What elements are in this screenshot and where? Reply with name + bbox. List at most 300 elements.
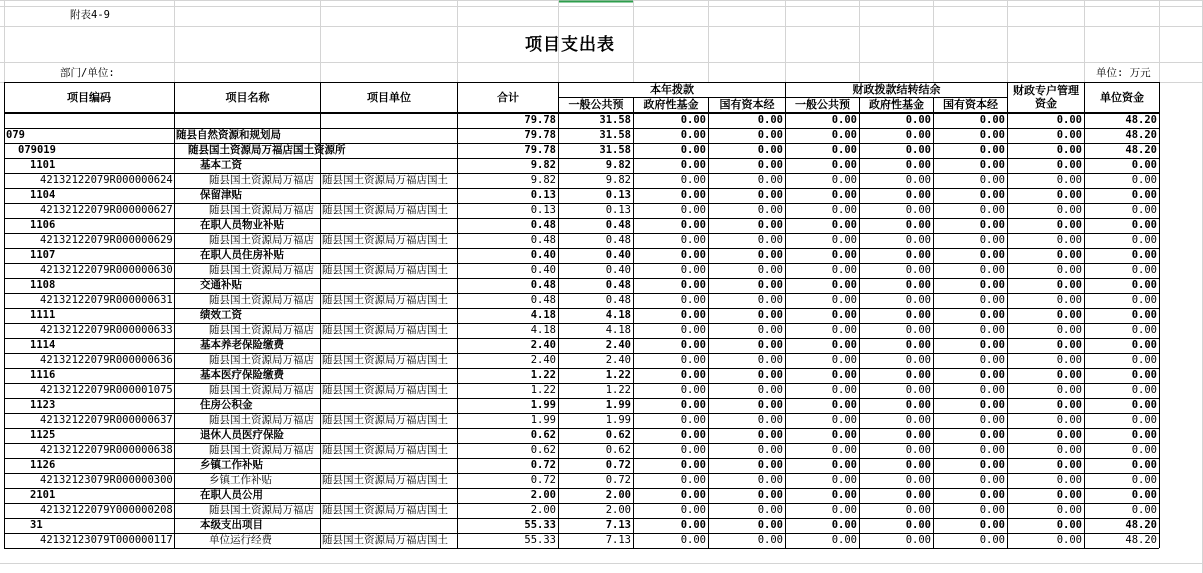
- row-value: 0.00: [757, 309, 783, 321]
- row-value: 0.00: [979, 294, 1005, 306]
- row-value: 0.00: [905, 384, 931, 396]
- header-state-cap-2: 国有资本经: [943, 98, 998, 111]
- row-value: 48.20: [1125, 114, 1157, 126]
- row-value: 0.00: [1131, 399, 1157, 411]
- header-special: 财政专户管理资金: [1013, 84, 1079, 110]
- row-value: 0.00: [680, 189, 706, 201]
- row-value: 0.00: [757, 189, 783, 201]
- row-value: 0.00: [757, 219, 783, 231]
- row-value: 0.00: [831, 339, 857, 351]
- row-value: 79.78: [524, 144, 556, 156]
- row-value: 0.00: [1131, 204, 1157, 216]
- row-value: 0.00: [905, 519, 931, 531]
- row-value: 0.00: [680, 324, 706, 336]
- row-value: 0.00: [1056, 129, 1082, 141]
- row-value: 0.00: [1131, 384, 1157, 396]
- row-value: 0.00: [979, 399, 1005, 411]
- row-value: 0.00: [757, 249, 783, 261]
- row-value: 0.00: [1056, 459, 1082, 471]
- row-name: 随县国土资源局万福店: [209, 504, 314, 516]
- row-value: 0.00: [757, 474, 783, 486]
- row-name: 在职人员住房补贴: [200, 249, 284, 261]
- row-value: 0.00: [831, 234, 857, 246]
- row-value: 0.00: [757, 429, 783, 441]
- row-value: 0.00: [905, 144, 931, 156]
- row-value: 0.00: [1056, 534, 1082, 546]
- row-value: 0.00: [831, 384, 857, 396]
- row-value: 0.00: [979, 474, 1005, 486]
- row-value: 0.00: [680, 429, 706, 441]
- row-value: 0.00: [1056, 369, 1082, 381]
- row-value: 0.40: [530, 264, 556, 276]
- row-value: 7.13: [605, 534, 631, 546]
- row-value: 0.48: [530, 294, 556, 306]
- row-value: 0.00: [831, 519, 857, 531]
- row-code: 2101: [30, 489, 56, 501]
- row-value: 0.00: [1056, 174, 1082, 186]
- row-value: 1.99: [530, 399, 556, 411]
- row-value: 0.00: [757, 534, 783, 546]
- row-value: 0.00: [680, 339, 706, 351]
- row-value: 0.48: [605, 294, 631, 306]
- row-name: 单位运行经费: [209, 534, 272, 546]
- row-value: 0.00: [1131, 324, 1157, 336]
- row-value: 0.00: [831, 144, 857, 156]
- row-code: 42132122079R000000631: [40, 294, 173, 306]
- row-unit: 随县国土资源局万福店国土: [322, 264, 448, 276]
- row-value: 0.00: [757, 384, 783, 396]
- row-value: 0.00: [905, 339, 931, 351]
- row-value: 0.00: [680, 444, 706, 456]
- row-value: 0.00: [1056, 309, 1082, 321]
- row-value: 0.00: [1056, 519, 1082, 531]
- row-value: 0.00: [757, 519, 783, 531]
- row-value: 0.00: [680, 354, 706, 366]
- row-value: 0.00: [831, 444, 857, 456]
- row-value: 0.00: [979, 414, 1005, 426]
- row-value: 0.00: [1131, 249, 1157, 261]
- row-code: 42132122079R000000637: [40, 414, 173, 426]
- row-value: 2.00: [530, 504, 556, 516]
- row-value: 48.20: [1125, 129, 1157, 141]
- row-value: 9.82: [530, 159, 556, 171]
- row-value: 0.00: [757, 144, 783, 156]
- row-value: 0.00: [757, 369, 783, 381]
- row-value: 0.00: [905, 264, 931, 276]
- row-value: 0.00: [1056, 249, 1082, 261]
- row-value: 0.00: [680, 474, 706, 486]
- row-code: 42132122079R000000630: [40, 264, 173, 276]
- row-value: 0.00: [757, 399, 783, 411]
- row-value: 1.22: [530, 384, 556, 396]
- row-code: 1123: [30, 399, 56, 411]
- header-gov-fund-1: 政府性基金: [643, 98, 699, 111]
- row-value: 0.00: [757, 489, 783, 501]
- row-code: 42132123079R000000300: [40, 474, 173, 486]
- row-value: 0.00: [979, 459, 1005, 471]
- row-value: 0.00: [1131, 444, 1157, 456]
- row-value: 0.00: [1056, 219, 1082, 231]
- row-unit: 随县国土资源局万福店国土: [322, 324, 448, 336]
- row-code: 1108: [30, 279, 56, 291]
- row-value: 0.00: [979, 174, 1005, 186]
- row-value: 0.00: [905, 309, 931, 321]
- row-value: 0.00: [1056, 489, 1082, 501]
- row-value: 0.00: [1056, 324, 1082, 336]
- row-value: 0.00: [905, 474, 931, 486]
- row-value: 0.00: [831, 189, 857, 201]
- row-unit: 随县国土资源局万福店国土: [322, 294, 448, 306]
- row-code: 42132122079R000001075: [40, 384, 173, 396]
- row-value: 0.00: [1131, 459, 1157, 471]
- row-value: 0.48: [530, 234, 556, 246]
- row-code: 1101: [30, 159, 56, 171]
- appendix-label: 附表4-9: [70, 9, 110, 21]
- header-total: 合计: [497, 91, 519, 104]
- row-value: 0.00: [680, 144, 706, 156]
- row-name: 基本养老保险缴费: [200, 339, 284, 351]
- row-value: 0.00: [831, 489, 857, 501]
- row-value: 1.22: [605, 369, 631, 381]
- row-value: 2.40: [605, 339, 631, 351]
- row-value: 0.00: [979, 204, 1005, 216]
- row-value: 0.00: [680, 204, 706, 216]
- row-value: 0.00: [1131, 264, 1157, 276]
- row-value: 0.00: [1131, 159, 1157, 171]
- row-value: 0.00: [757, 504, 783, 516]
- row-value: 0.00: [831, 324, 857, 336]
- row-name: 在职人员物业补贴: [200, 219, 284, 231]
- row-value: 0.00: [905, 129, 931, 141]
- row-value: 0.62: [605, 444, 631, 456]
- row-value: 0.00: [680, 174, 706, 186]
- row-name: 随县国土资源局万福店: [209, 204, 314, 216]
- header-unit-funds: 单位资金: [1100, 91, 1144, 104]
- row-value: 9.82: [605, 174, 631, 186]
- row-value: 0.00: [831, 309, 857, 321]
- row-value: 0.00: [831, 429, 857, 441]
- row-value: 0.00: [680, 264, 706, 276]
- row-value: 0.00: [831, 219, 857, 231]
- row-value: 0.00: [831, 279, 857, 291]
- row-value: 0.00: [831, 249, 857, 261]
- row-value: 0.62: [530, 444, 556, 456]
- row-name: 基本医疗保险缴费: [200, 369, 284, 381]
- row-value: 0.00: [979, 264, 1005, 276]
- row-value: 0.00: [1131, 354, 1157, 366]
- row-name: 随县国土资源局万福店: [209, 294, 314, 306]
- row-value: 0.00: [979, 189, 1005, 201]
- row-value: 0.00: [680, 279, 706, 291]
- row-value: 0.00: [680, 294, 706, 306]
- row-value: 4.18: [530, 309, 556, 321]
- row-value: 0.40: [605, 249, 631, 261]
- row-value: 0.48: [605, 279, 631, 291]
- row-value: 1.99: [530, 414, 556, 426]
- row-name: 保留津贴: [200, 189, 242, 201]
- row-value: 0.00: [979, 444, 1005, 456]
- row-name: 随县国土资源局万福店: [209, 174, 314, 186]
- row-value: 0.00: [1056, 429, 1082, 441]
- row-unit: 随县国土资源局万福店国土: [322, 384, 448, 396]
- row-value: 0.13: [605, 189, 631, 201]
- row-value: 0.00: [831, 369, 857, 381]
- row-code: 1125: [30, 429, 56, 441]
- row-value: 0.00: [1131, 339, 1157, 351]
- row-value: 0.00: [831, 174, 857, 186]
- row-value: 0.62: [605, 429, 631, 441]
- row-unit: 随县国土资源局万福店国土: [322, 234, 448, 246]
- row-value: 0.00: [979, 429, 1005, 441]
- row-value: 0.48: [530, 219, 556, 231]
- row-value: 0.00: [757, 279, 783, 291]
- row-value: 31.58: [599, 129, 631, 141]
- row-value: 0.00: [757, 324, 783, 336]
- row-value: 0.00: [905, 204, 931, 216]
- row-name: 绩效工资: [200, 309, 242, 321]
- row-code: 42132122079R000000633: [40, 324, 173, 336]
- row-value: 0.00: [905, 324, 931, 336]
- row-value: 0.00: [979, 219, 1005, 231]
- row-value: 2.40: [530, 354, 556, 366]
- row-value: 0.00: [680, 249, 706, 261]
- row-value: 0.00: [680, 414, 706, 426]
- row-value: 9.82: [605, 159, 631, 171]
- row-unit: 随县国土资源局万福店国土: [322, 204, 448, 216]
- row-value: 0.00: [1131, 189, 1157, 201]
- row-code: 1104: [30, 189, 56, 201]
- row-value: 0.00: [680, 114, 706, 126]
- row-value: 0.00: [979, 279, 1005, 291]
- row-value: 0.00: [757, 234, 783, 246]
- row-unit: 随县国土资源局万福店国土: [322, 474, 448, 486]
- row-value: 0.00: [979, 489, 1005, 501]
- row-value: 0.00: [831, 474, 857, 486]
- row-value: 0.00: [680, 219, 706, 231]
- row-value: 0.00: [1131, 279, 1157, 291]
- row-value: 55.33: [524, 534, 556, 546]
- row-unit: 随县国土资源局万福店国土: [322, 504, 448, 516]
- row-value: 0.00: [1131, 294, 1157, 306]
- row-code: 1111: [30, 309, 56, 321]
- row-value: 0.00: [680, 129, 706, 141]
- row-value: 0.00: [1056, 414, 1082, 426]
- header-general-1: 一般公共预: [568, 98, 624, 111]
- row-value: 0.00: [905, 294, 931, 306]
- row-value: 79.78: [524, 114, 556, 126]
- header-state-cap-1: 国有资本经: [719, 98, 775, 111]
- row-code: 1126: [30, 459, 56, 471]
- row-value: 0.00: [831, 159, 857, 171]
- row-value: 0.00: [905, 459, 931, 471]
- row-name: 随县国土资源局万福店: [209, 384, 314, 396]
- row-value: 1.22: [530, 369, 556, 381]
- row-value: 0.00: [1056, 144, 1082, 156]
- row-name: 随县国土资源局万福店: [209, 324, 314, 336]
- row-value: 0.00: [905, 444, 931, 456]
- row-value: 0.00: [905, 159, 931, 171]
- row-value: 0.00: [979, 324, 1005, 336]
- row-value: 0.00: [905, 429, 931, 441]
- row-value: 0.00: [680, 309, 706, 321]
- row-value: 0.00: [1056, 474, 1082, 486]
- row-value: 0.00: [979, 369, 1005, 381]
- row-name: 本级支出项目: [200, 519, 263, 531]
- row-value: 0.72: [530, 474, 556, 486]
- row-value: 0.00: [905, 279, 931, 291]
- row-value: 0.00: [757, 129, 783, 141]
- row-value: 55.33: [524, 519, 556, 531]
- row-value: 2.40: [605, 354, 631, 366]
- row-unit: 随县国土资源局万福店国土: [322, 444, 448, 456]
- row-value: 0.00: [1131, 369, 1157, 381]
- row-name: 交通补贴: [200, 279, 242, 291]
- row-code: 1114: [30, 339, 56, 351]
- row-value: 0.00: [680, 234, 706, 246]
- row-name: 随县自然资源和规划局: [176, 129, 281, 141]
- row-value: 0.00: [680, 489, 706, 501]
- header-current-year: 本年拨款: [650, 83, 694, 96]
- row-name: 随县国土资源局万福店: [209, 444, 314, 456]
- row-value: 0.00: [979, 354, 1005, 366]
- row-value: 0.00: [831, 459, 857, 471]
- row-value: 0.00: [905, 174, 931, 186]
- row-name: 在职人员公用: [200, 489, 263, 501]
- row-value: 0.00: [905, 504, 931, 516]
- row-name: 随县国土资源局万福店: [209, 234, 314, 246]
- row-value: 0.00: [1056, 189, 1082, 201]
- row-value: 0.00: [1056, 354, 1082, 366]
- row-value: 0.00: [905, 399, 931, 411]
- row-name: 退休人员医疗保险: [200, 429, 284, 441]
- row-value: 0.62: [530, 429, 556, 441]
- row-value: 0.00: [905, 114, 931, 126]
- row-value: 0.48: [605, 219, 631, 231]
- row-value: 0.00: [979, 129, 1005, 141]
- row-unit: 随县国土资源局万福店国土: [322, 534, 448, 546]
- row-value: 0.00: [905, 189, 931, 201]
- row-unit: 随县国土资源局万福店国土: [322, 414, 448, 426]
- row-value: 0.00: [1131, 489, 1157, 501]
- row-value: 0.00: [1131, 504, 1157, 516]
- row-name: 住房公积金: [200, 399, 253, 411]
- row-value: 0.00: [979, 339, 1005, 351]
- row-name: 乡镇工作补贴: [209, 474, 272, 486]
- row-value: 0.00: [905, 249, 931, 261]
- row-unit: 随县国土资源局万福店国土: [322, 174, 448, 186]
- row-name: 随县国土资源局万福店国土资源所: [188, 144, 346, 156]
- row-name: 基本工资: [200, 159, 242, 171]
- unit-label: 单位: 万元: [1096, 67, 1151, 79]
- row-value: 0.00: [831, 264, 857, 276]
- row-value: 0.00: [979, 309, 1005, 321]
- row-value: 0.00: [1056, 264, 1082, 276]
- row-value: 0.00: [1056, 159, 1082, 171]
- row-value: 0.00: [979, 114, 1005, 126]
- header-unit: 项目单位: [367, 91, 411, 104]
- row-value: 0.00: [757, 174, 783, 186]
- row-value: 0.00: [757, 354, 783, 366]
- row-code: 079: [6, 129, 25, 141]
- row-code: 42132122079R000000627: [40, 204, 173, 216]
- row-value: 4.18: [605, 324, 631, 336]
- row-code: 42132122079Y000000208: [40, 504, 173, 516]
- row-value: 2.00: [530, 489, 556, 501]
- row-value: 0.00: [757, 444, 783, 456]
- row-value: 48.20: [1125, 519, 1157, 531]
- row-value: 0.13: [530, 189, 556, 201]
- row-value: 0.00: [979, 519, 1005, 531]
- row-value: 0.00: [1131, 234, 1157, 246]
- row-value: 0.00: [831, 204, 857, 216]
- row-code: 31: [30, 519, 43, 531]
- header-carry-over: 财政拨款结转结余: [852, 83, 941, 96]
- header-general-2: 一般公共预: [795, 98, 850, 111]
- row-value: 4.18: [605, 309, 631, 321]
- row-value: 0.00: [757, 159, 783, 171]
- row-value: 48.20: [1125, 144, 1157, 156]
- row-value: 0.00: [1056, 279, 1082, 291]
- row-value: 0.00: [979, 249, 1005, 261]
- row-value: 0.00: [1056, 399, 1082, 411]
- row-code: 1107: [30, 249, 56, 261]
- row-code: 1116: [30, 369, 56, 381]
- row-value: 0.00: [905, 354, 931, 366]
- row-name: 乡镇工作补贴: [200, 459, 263, 471]
- row-code: 42132122079R000000636: [40, 354, 173, 366]
- row-value: 0.00: [1056, 204, 1082, 216]
- row-value: 1.99: [605, 399, 631, 411]
- row-value: 0.40: [530, 249, 556, 261]
- row-value: 0.00: [1056, 384, 1082, 396]
- row-value: 0.00: [1056, 444, 1082, 456]
- row-value: 0.00: [680, 534, 706, 546]
- row-value: 31.58: [599, 114, 631, 126]
- row-value: 0.00: [831, 354, 857, 366]
- row-value: 0.00: [1056, 339, 1082, 351]
- row-unit: 随县国土资源局万福店国土: [322, 354, 448, 366]
- row-value: 0.00: [831, 114, 857, 126]
- row-value: 0.00: [1131, 309, 1157, 321]
- row-value: 0.00: [757, 414, 783, 426]
- row-value: 0.00: [680, 459, 706, 471]
- row-value: 0.00: [831, 399, 857, 411]
- header-gov-fund-2: 政府性基金: [869, 98, 924, 111]
- row-value: 0.00: [1131, 414, 1157, 426]
- row-value: 0.00: [1131, 174, 1157, 186]
- row-code: 42132122079R000000638: [40, 444, 173, 456]
- row-value: 1.99: [605, 414, 631, 426]
- row-value: 2.00: [605, 489, 631, 501]
- row-value: 0.00: [680, 504, 706, 516]
- row-value: 2.00: [605, 504, 631, 516]
- dept-label: 部门/单位:: [60, 67, 115, 79]
- row-value: 79.78: [524, 129, 556, 141]
- row-value: 0.00: [680, 159, 706, 171]
- row-code: 42132123079T000000117: [40, 534, 173, 546]
- row-value: 0.00: [979, 384, 1005, 396]
- row-value: 0.00: [680, 519, 706, 531]
- row-value: 0.00: [905, 234, 931, 246]
- row-value: 48.20: [1125, 534, 1157, 546]
- row-value: 0.00: [1131, 219, 1157, 231]
- row-value: 1.22: [605, 384, 631, 396]
- row-value: 0.00: [905, 534, 931, 546]
- row-value: 0.48: [605, 234, 631, 246]
- row-value: 0.00: [757, 339, 783, 351]
- row-value: 0.00: [757, 294, 783, 306]
- row-value: 0.00: [831, 129, 857, 141]
